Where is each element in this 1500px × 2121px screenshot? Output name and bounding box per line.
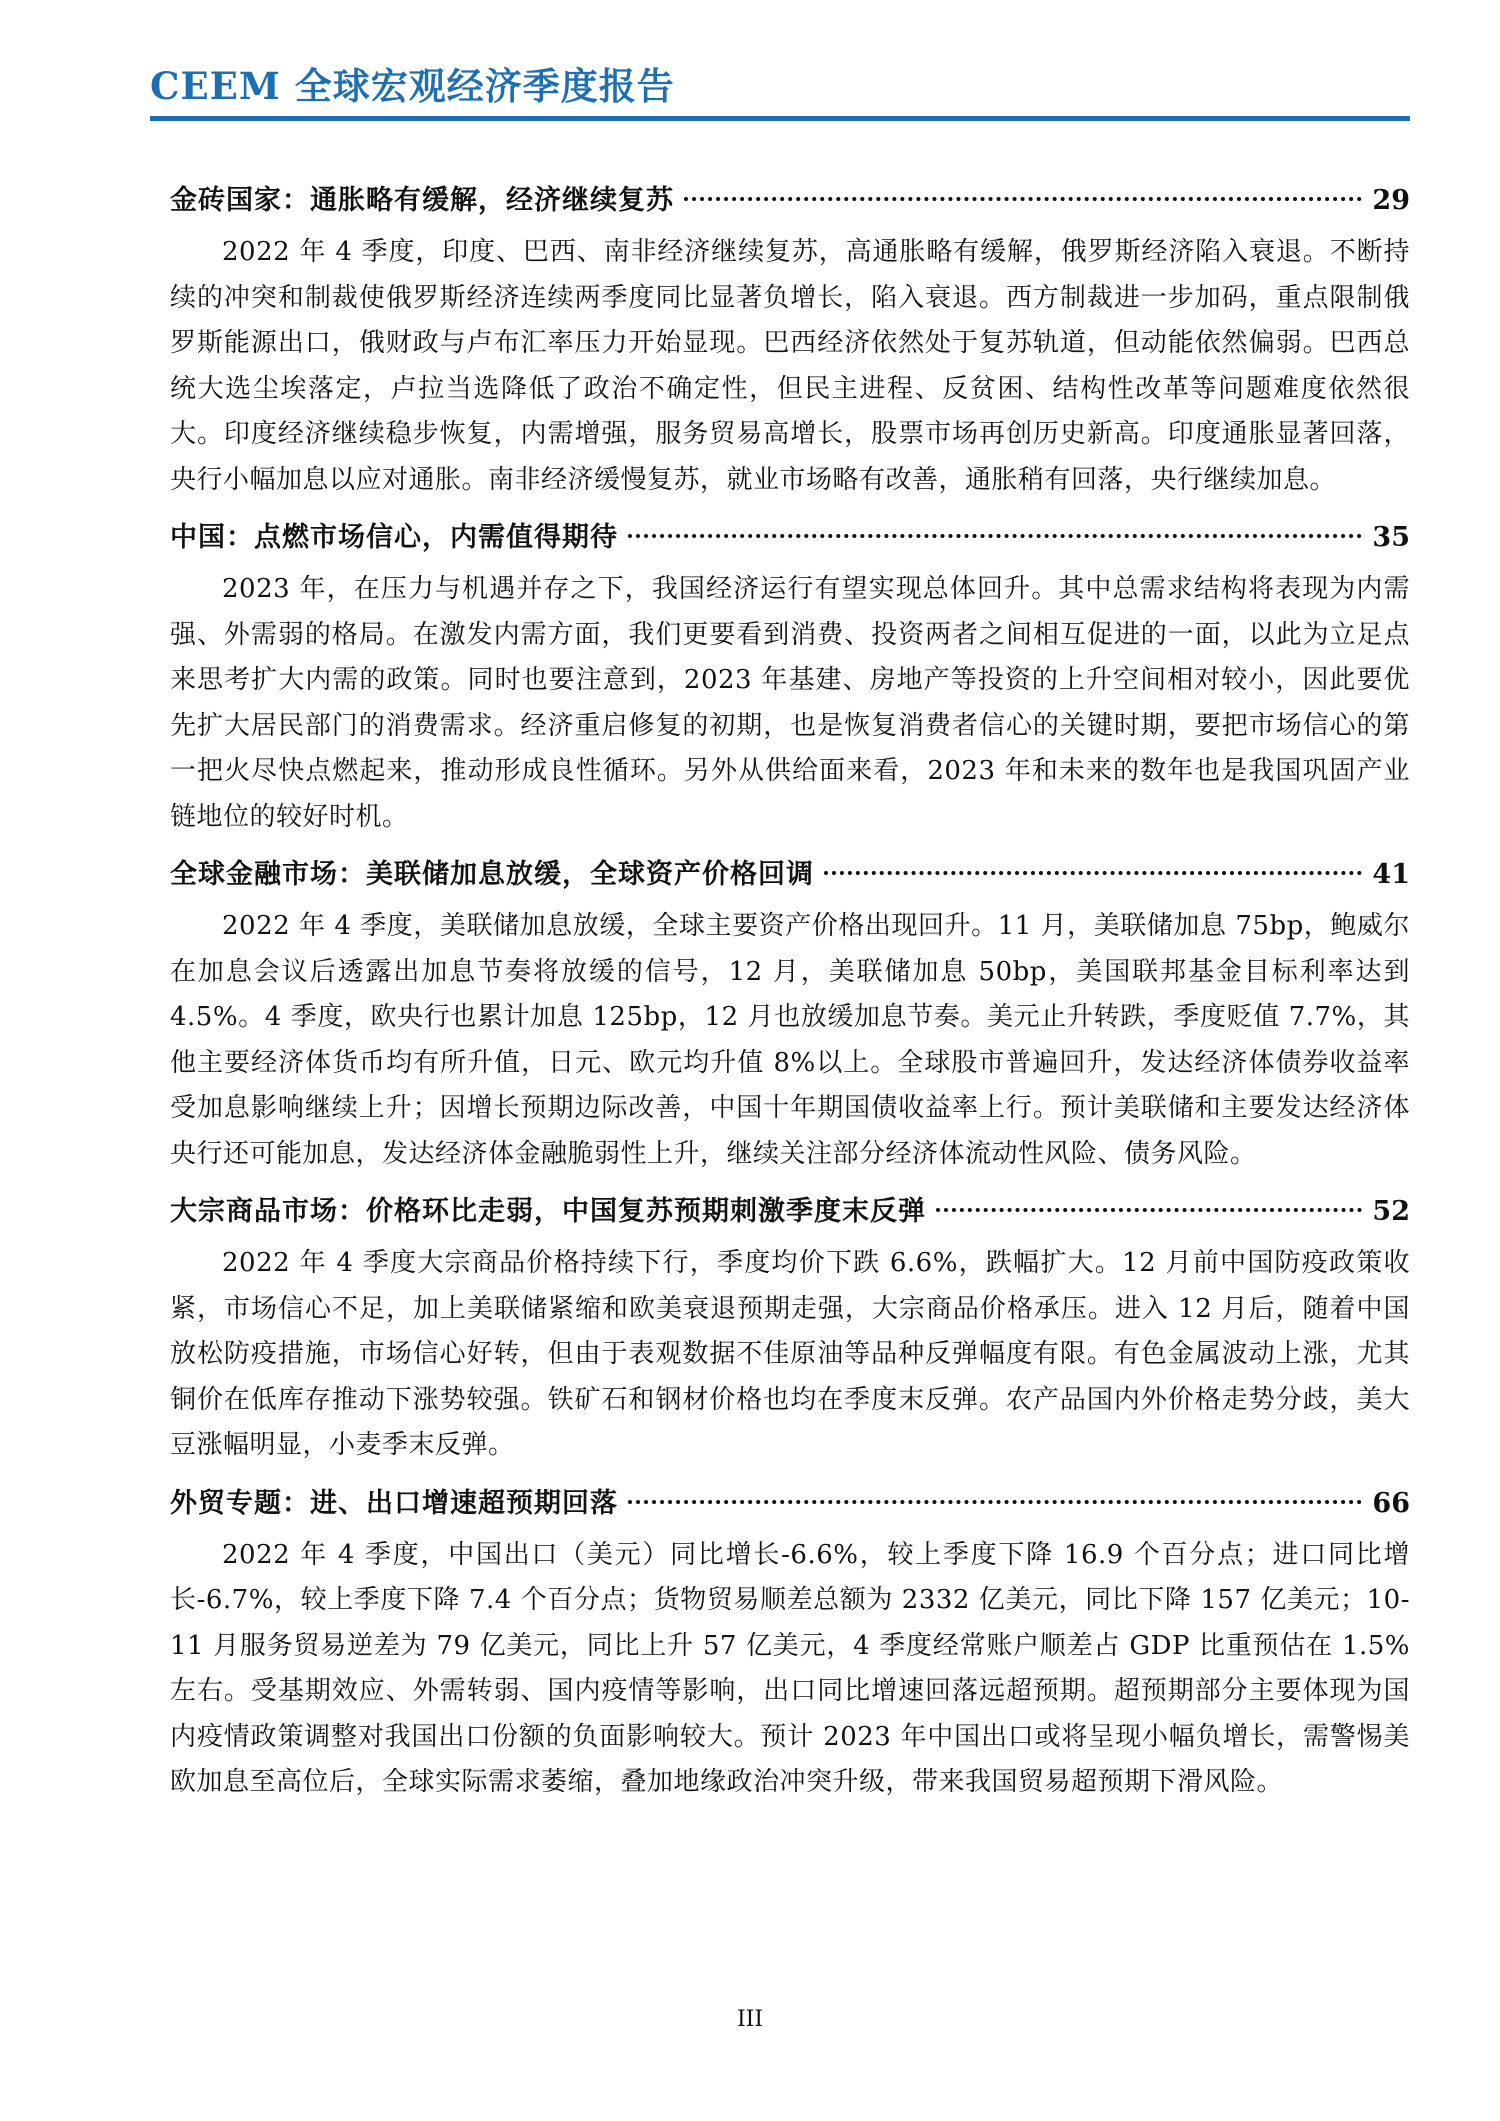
toc-entry-title: 金砖国家：通胀略有缓解，经济继续复苏 <box>170 185 674 216</box>
toc-leader-dots <box>936 1208 1362 1212</box>
toc-leader-dots <box>628 1500 1362 1504</box>
toc-entry-title: 外贸专题：进、出口增速超预期回落 <box>170 1487 618 1519</box>
section-summary: 2022 年 4 季度，美联储加息放缓，全球主要资产价格出现回升。11 月，美联储加息 75bp，鲍威尔在加息会议后透露出加息节奏将放缓的信号，12 月，美联储加息 50bp，美国联邦基金目标利率达到 4.5%。4 季度，欧央行也累计加息 125bp，12 月也放缓加息节奏。美元止升转跌，季度贬值 7.7%，其他主要经济体货币均有所升值，日元、欧元均升值 8%以上。全球股市普遍回升，发达经济体债券收益率受加息影响继续上升；因增长预期边际改善，中国十年期国债收益率上行。预计美联储和主要发达经济体央行还可能加息，发达经济体金融脆弱性上升，继续关注部分经济体流动性风险、债务风险。 <box>170 911 1410 1169</box>
section-summary: 2022 年 4 季度大宗商品价格持续下行，季度均价下跌 6.6%，跌幅扩大。12 月前中国防疫政策收紧，市场信心不足，加上美联储紧缩和欧美衰退预期走强，大宗商品价格承压。进入 12 月后，随着中国放松防疫措施，市场信心好转，但由于表观数据不佳原油等品种反弹幅度有限。有色金属波动上涨，尤其铜价在低库存推动下涨势较强。铁矿石和钢材价格也均在季度末反弹。农产品国内外价格走势分歧，美大豆涨幅明显，小麦季末反弹。 <box>170 1248 1410 1460</box>
report-title: CEEM 全球宏观经济季度报告 <box>150 64 675 108</box>
section-summary: 2023 年，在压力与机遇并存之下，我国经济运行有望实现总体回升。其中总需求结构将表现为内需强、外需弱的格局。在激发内需方面，我们更要看到消费、投资两者之间相互促进的一面，以此为立足点来思考扩大内需的政策。同时也要注意到，2023 年基建、房地产等投资的上升空间相对较小，因此要优先扩大居民部门的消费需求。经济重启修复的初期，也是恢复消费者信心的关键时期，要把市场信心的第一把火尽快点燃起来，推动形成良性循环。另外从供给面来看，2023 年和未来的数年也是我国巩固产业链地位的较好时机。 <box>170 574 1410 832</box>
toc-entry[interactable] <box>170 846 1410 904</box>
toc-leader-dots <box>824 871 1362 875</box>
toc-page-number: 52 <box>1372 1196 1410 1227</box>
toc-page-number: 29 <box>1372 185 1410 216</box>
header-rule <box>150 116 1410 121</box>
section-summary: 2022 年 4 季度，中国出口（美元）同比增长-6.6%，较上季度下降 16.9 个百分点；进口同比增长-6.7%，较上季度下降 7.4 个百分点；货物贸易顺差总额为 2332 亿美元，同比下降 157 亿美元；10-11 月服务贸易逆差为 79 亿美元，同比上升 57 亿美元，4 季度经常账户顺差占 GDP 比重预估在 1.5%左右。受基期效应、外需转弱、国内疫情等影响，出口同比增速回落远超预期。超预期部分主要体现为国内疫情政策调整对我国出口份额的负面影响较大。预计 2023 年中国出口或将呈现小幅负增长，需警惕美欧加息至高位后，全球实际需求萎缩，叠加地缘政治冲突升级，带来我国贸易超预期下滑风险。 <box>170 1539 1410 1797</box>
toc-entry[interactable] <box>170 172 1410 230</box>
toc-page-number: 41 <box>1372 859 1410 890</box>
toc-page-number: 66 <box>1372 1487 1410 1519</box>
page-number: III <box>736 2007 764 2032</box>
report-header <box>150 58 1410 121</box>
toc-entry-title: 全球金融市场：美联储加息放缓，全球资产价格回调 <box>170 859 814 890</box>
toc-entry[interactable] <box>170 1183 1410 1241</box>
toc-leader-dots <box>628 534 1362 538</box>
toc-entry[interactable] <box>170 509 1410 567</box>
section-summary: 2022 年 4 季度，印度、巴西、南非经济继续复苏，高通胀略有缓解，俄罗斯经济陷入衰退。不断持续的冲突和制裁使俄罗斯经济连续两季度同比显著负增长，陷入衰退。西方制裁进一步加码，重点限制俄罗斯能源出口，俄财政与卢布汇率压力开始显现。巴西经济依然处于复苏轨道，但动能依然偏弱。巴西总统大选尘埃落定，卢拉当选降低了政治不确定性，但民主进程、反贫困、结构性改革等问题难度依然很大。印度经济继续稳步恢复，内需增强，服务贸易高增长，股票市场再创历史新高。印度通胀显著回落，央行小幅加息以应对通胀。南非经济缓慢复苏，就业市场略有改善，通胀稍有回落，央行继续加息。 <box>170 237 1410 495</box>
toc-page-number: 35 <box>1372 522 1410 553</box>
toc-content <box>170 172 1410 1812</box>
toc-entry-title: 大宗商品市场：价格环比走弱，中国复苏预期刺激季度末反弹 <box>170 1196 926 1227</box>
toc-entry[interactable] <box>170 1475 1410 1533</box>
toc-leader-dots <box>684 197 1362 201</box>
toc-entry-title: 中国：点燃市场信心，内需值得期待 <box>170 522 618 553</box>
